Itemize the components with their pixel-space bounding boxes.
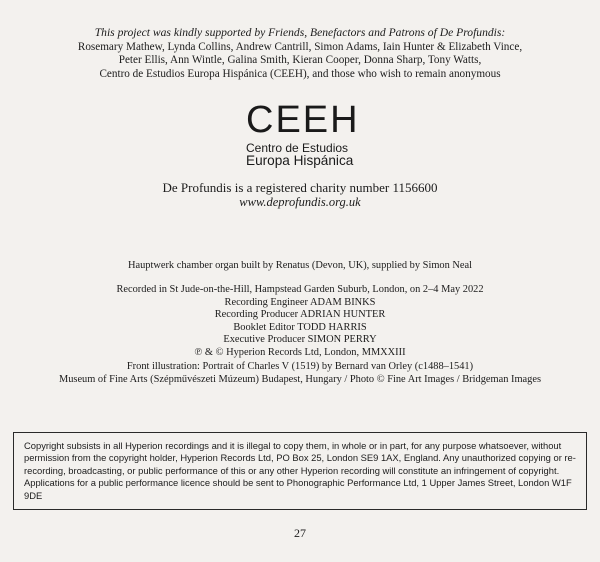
sponsors-line: Centro de Estudios Europa Hispánica (CEEH), and those who wish to remain anonymous	[99, 67, 501, 80]
logo-mark: CEEH	[246, 99, 360, 141]
front-illustration-line: Museum of Fine Arts (Szépművészeti Múzeum) Budapest, Hungary / Photo © Fine Art Images / Bridgeman Images	[58, 373, 542, 385]
front-illustration-line: Front illustration: Portrait of Charles V (1519) by Bernard van Orley (c1488–1541)	[126, 361, 474, 372]
sponsors-heading: This project was kindly supported by Friends, Benefactors and Patrons of De Profundis:	[94, 26, 506, 39]
charity-url-link[interactable]: www.deprofundis.org.uk	[239, 195, 361, 209]
page-number: 27	[294, 526, 306, 540]
credit-line: Recorded in St Jude-on-the-Hill, Hampstead Garden Suburb, London, on 2–4 May 2022	[116, 284, 484, 295]
front-illustration-section	[0, 361, 600, 386]
sponsors-line: Rosemary Mathew, Lynda Collins, Andrew Cantrill, Simon Adams, Iain Hunter & Elizabeth Vince,	[77, 40, 523, 53]
ceeh-logo	[246, 100, 360, 168]
credit-line: Recording Engineer ADAM BINKS	[224, 296, 376, 308]
sponsors-line: Peter Ellis, Ann Wintle, Galina Smith, Kieran Cooper, Donna Sharp, Tony Watts,	[118, 54, 482, 67]
logo-subtitle-line1: Centro de Estudios	[246, 141, 349, 155]
logo-subtitle-line2: Europa Hispánica	[246, 153, 354, 168]
credit-line: Recording Producer ADRIAN HUNTER	[214, 309, 386, 321]
credit-line: ℗ & © Hyperion Records Ltd, London, MMXXIII	[194, 346, 406, 358]
credits-section	[0, 284, 600, 360]
credit-line: Booklet Editor TODD HARRIS	[233, 321, 367, 333]
credit-line: Executive Producer SIMON PERRY	[223, 334, 377, 346]
charity-statement: De Profundis is a registered charity number 1156600	[162, 180, 438, 195]
charity-section	[0, 180, 600, 210]
copyright-notice: Copyright subsists in all Hyperion recordings and it is illegal to copy them, in whole or in part, for any purpose whatsoever, without permission from the copyright holder, Hyperion Records Ltd, PO Box 25, London SE9 1AX, England. Any unauthorized copying or re-recording, broadcasting, or public performance of this or any other Hyperion recording will constitute an infringement of copyright. Applications for a public performance licence should be sent to Phonographic Performance Ltd, 1 Upper James Street, London W1F 9DE	[13, 432, 587, 510]
sponsors-section	[0, 26, 600, 81]
organ-note: Hauptwerk chamber organ built by Renatus (Devon, UK), supplied by Simon Neal	[127, 260, 473, 271]
